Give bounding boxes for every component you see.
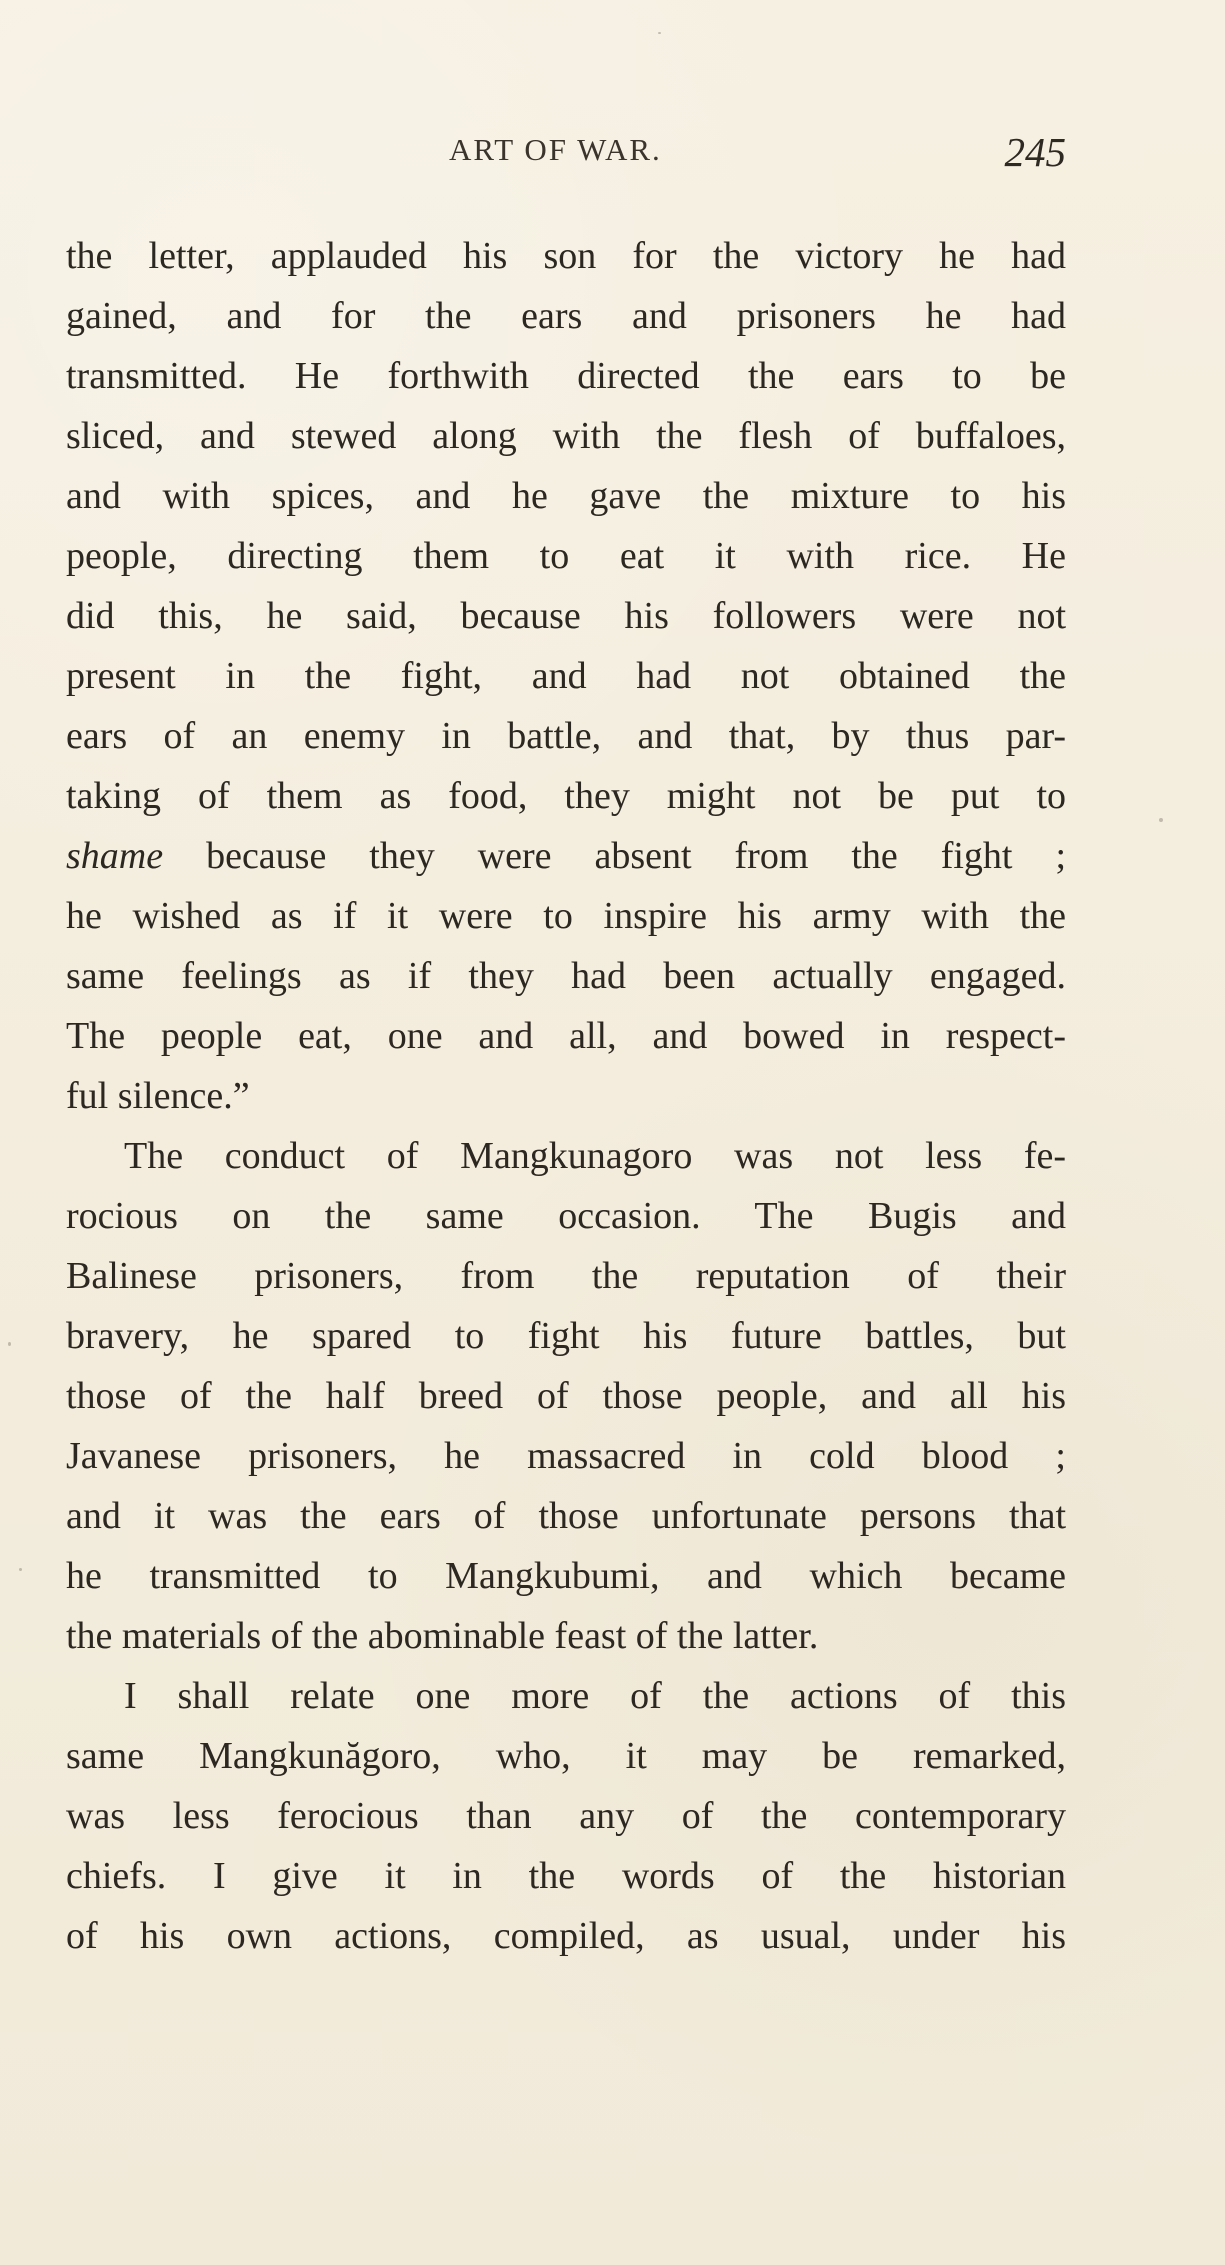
page-number: 245 <box>1004 129 1066 175</box>
text-line: people, directing them to eat it with rice. He <box>66 535 1066 577</box>
text-line: The people eat, one and all, and bowed in respect- <box>66 1015 1066 1057</box>
text-line: the materials of the abominable feast of the latter. <box>66 1615 819 1657</box>
text-line: of his own actions, compiled, as usual, under his <box>66 1915 1066 1957</box>
paper-speck <box>8 1342 11 1346</box>
text-line-with-italic <box>66 826 1066 886</box>
text-line: transmitted. He forthwith directed the ears to be <box>66 355 1066 397</box>
text-line: he wished as if it were to inspire his army with the <box>66 895 1066 937</box>
text-line: and with spices, and he gave the mixture to his <box>66 475 1066 517</box>
text-line: did this, he said, because his followers were not <box>66 595 1066 637</box>
text-line: and it was the ears of those unfortunate persons that <box>66 1495 1066 1537</box>
text-line: those of the half breed of those people, and all his <box>66 1375 1066 1417</box>
text-line: gained, and for the ears and prisoners he had <box>66 295 1066 337</box>
paragraph-start-line: The conduct of Mangkunagoro was not less fe- <box>124 1135 1066 1177</box>
text-line: Balinese prisoners, from the reputation of their <box>66 1255 1066 1297</box>
text-line: rocious on the same occasion. The Bugis and <box>66 1195 1066 1237</box>
paper-speck <box>19 1568 22 1571</box>
paper-speck <box>1159 818 1163 822</box>
text-line: ears of an enemy in battle, and that, by thus par- <box>66 715 1066 757</box>
italic-word: shame <box>66 835 164 877</box>
text-line: he transmitted to Mangkubumi, and which became <box>66 1555 1066 1597</box>
text-line: same Mangkunăgoro, who, it may be remarked, <box>66 1735 1066 1777</box>
text-line-fragment: because they were absent from the fight ; <box>206 835 1067 877</box>
text-line: ful silence.” <box>66 1075 250 1117</box>
text-line: bravery, he spared to fight his future battles, but <box>66 1315 1066 1357</box>
text-line: chiefs. I give it in the words of the historian <box>66 1855 1066 1897</box>
text-line: same feelings as if they had been actually engaged. <box>66 955 1066 997</box>
text-line: was less ferocious than any of the contemporary <box>66 1795 1066 1837</box>
page-header <box>64 129 1066 184</box>
paper-speck <box>658 32 661 34</box>
text-line: Javanese prisoners, he massacred in cold blood ; <box>66 1435 1066 1477</box>
text-line: the letter, applauded his son for the victory he had <box>66 235 1066 277</box>
text-line: sliced, and stewed along with the flesh of buffaloes, <box>66 415 1066 457</box>
text-line: taking of them as food, they might not be put to <box>66 775 1066 817</box>
running-head: ART OF WAR. <box>449 132 662 167</box>
paragraph-start-line: I shall relate one more of the actions of this <box>124 1675 1066 1717</box>
text-line: present in the fight, and had not obtained the <box>66 655 1066 697</box>
